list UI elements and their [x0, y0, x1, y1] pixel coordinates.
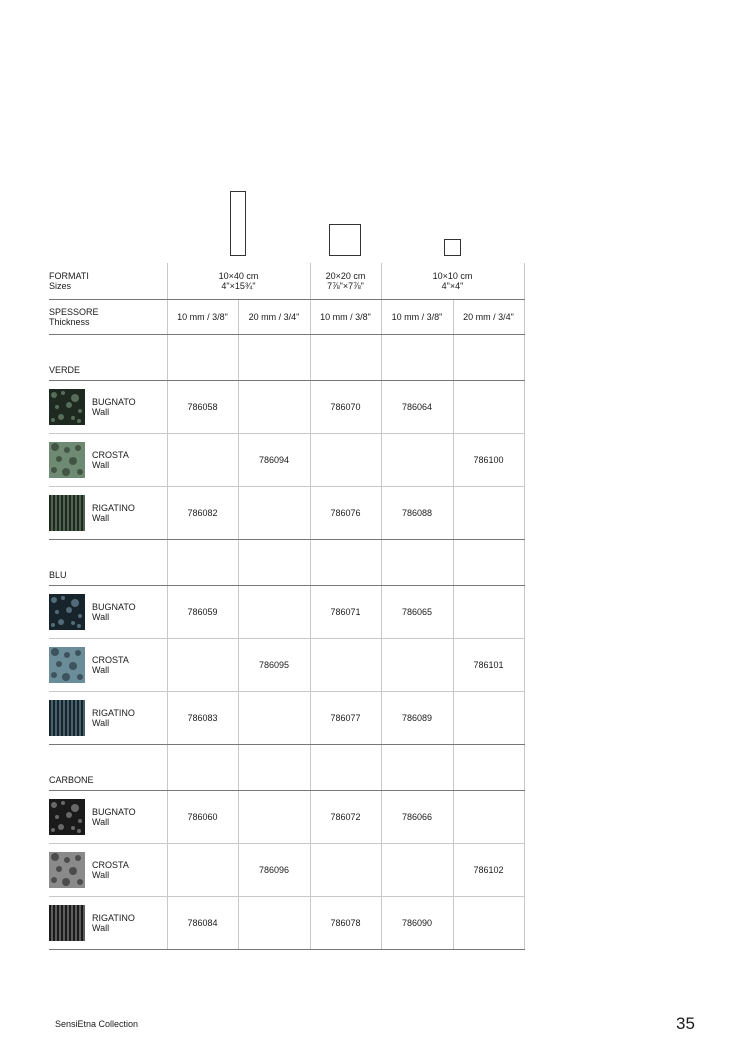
product-code — [381, 843, 453, 896]
product-row — [49, 433, 524, 486]
product-code: 786100 — [453, 433, 524, 486]
empty-cell — [238, 334, 310, 380]
product-code — [167, 843, 238, 896]
texture-swatch — [49, 442, 85, 478]
product-cell — [49, 380, 167, 433]
empty-cell — [381, 744, 453, 790]
empty-cell — [453, 539, 524, 585]
empty-cell — [167, 539, 238, 585]
product-code: 786095 — [238, 638, 310, 691]
product-code — [167, 638, 238, 691]
format-in: 4"×15¾" — [221, 280, 256, 291]
product-code: 786089 — [381, 691, 453, 744]
product-code: 786101 — [453, 638, 524, 691]
product-row — [49, 691, 524, 744]
product-code: 786065 — [381, 585, 453, 638]
product-row — [49, 380, 524, 433]
product-row — [49, 896, 524, 949]
product-row — [49, 585, 524, 638]
product-code — [381, 433, 453, 486]
format-icon-10x40 — [230, 191, 246, 256]
thickness-cell: 10 mm / 3/8" — [381, 299, 453, 334]
product-row — [49, 790, 524, 843]
empty-cell — [310, 539, 381, 585]
product-cell — [49, 843, 167, 896]
product-code-table — [49, 263, 525, 950]
product-code — [381, 638, 453, 691]
product-code: 786059 — [167, 585, 238, 638]
format-10x10 — [381, 263, 524, 299]
product-row — [49, 638, 524, 691]
product-cell — [49, 691, 167, 744]
empty-cell — [453, 334, 524, 380]
product-code: 786088 — [381, 486, 453, 539]
product-code — [238, 896, 310, 949]
empty-cell — [453, 744, 524, 790]
product-type: Wall — [92, 816, 110, 827]
product-row — [49, 486, 524, 539]
product-code — [453, 486, 524, 539]
product-type: Wall — [92, 459, 110, 470]
thickness-row — [49, 299, 524, 334]
product-cell — [49, 896, 167, 949]
product-code: 786078 — [310, 896, 381, 949]
product-name: RIGATINO — [92, 707, 135, 718]
texture-swatch — [49, 594, 85, 630]
format-icon-10x10 — [444, 239, 461, 256]
formats-row — [49, 263, 524, 299]
product-code — [453, 896, 524, 949]
product-code — [238, 691, 310, 744]
texture-swatch — [49, 647, 85, 683]
product-cell — [49, 433, 167, 486]
product-row — [49, 843, 524, 896]
format-cm: 10×40 cm — [218, 270, 259, 281]
product-code: 786064 — [381, 380, 453, 433]
thickness-cell: 20 mm / 3/4" — [238, 299, 310, 334]
product-code: 786060 — [167, 790, 238, 843]
empty-cell — [238, 539, 310, 585]
product-code — [453, 585, 524, 638]
format-cm: 10×10 cm — [432, 270, 473, 281]
collection-name: SensiEtna Collection — [55, 1019, 139, 1029]
product-cell — [49, 638, 167, 691]
product-code: 786083 — [167, 691, 238, 744]
color-group-name: VERDE — [49, 364, 81, 375]
thickness-cell: 10 mm / 3/8" — [167, 299, 238, 334]
product-cell — [49, 790, 167, 843]
product-code — [238, 585, 310, 638]
texture-swatch — [49, 799, 85, 835]
page-number: 35 — [676, 1014, 695, 1033]
product-code — [238, 486, 310, 539]
color-group-cell — [49, 334, 167, 380]
product-type: Wall — [92, 406, 110, 417]
product-code: 786066 — [381, 790, 453, 843]
product-name: BUGNATO — [92, 601, 136, 612]
product-code — [453, 380, 524, 433]
format-20x20 — [310, 263, 381, 299]
product-code — [310, 433, 381, 486]
color-group-row — [49, 744, 524, 790]
thickness-cell: 10 mm / 3/8" — [310, 299, 381, 334]
product-name: BUGNATO — [92, 806, 136, 817]
product-code — [453, 691, 524, 744]
product-name: CROSTA — [92, 449, 129, 460]
product-code — [238, 790, 310, 843]
empty-cell — [310, 334, 381, 380]
empty-cell — [310, 744, 381, 790]
color-group-cell — [49, 744, 167, 790]
spessore-label: SPESSORE — [49, 306, 99, 317]
product-code — [238, 380, 310, 433]
product-code: 786096 — [238, 843, 310, 896]
product-code — [310, 638, 381, 691]
product-code: 786094 — [238, 433, 310, 486]
product-code — [167, 433, 238, 486]
product-type: Wall — [92, 869, 110, 880]
product-code: 786084 — [167, 896, 238, 949]
empty-cell — [238, 744, 310, 790]
format-in: 4"×4" — [441, 280, 464, 291]
texture-swatch — [49, 495, 85, 531]
formati-label: FORMATI — [49, 270, 89, 281]
formats-label — [49, 263, 167, 299]
product-type: Wall — [92, 717, 110, 728]
texture-swatch — [49, 700, 85, 736]
product-code: 786102 — [453, 843, 524, 896]
product-type: Wall — [92, 664, 110, 675]
empty-cell — [381, 539, 453, 585]
product-code: 786077 — [310, 691, 381, 744]
product-cell — [49, 486, 167, 539]
product-code: 786072 — [310, 790, 381, 843]
product-cell — [49, 585, 167, 638]
color-group-cell — [49, 539, 167, 585]
color-group-name: CARBONE — [49, 774, 94, 785]
product-code: 786058 — [167, 380, 238, 433]
product-code: 786071 — [310, 585, 381, 638]
product-name: CROSTA — [92, 859, 129, 870]
empty-cell — [167, 744, 238, 790]
thickness-cell: 20 mm / 3/4" — [453, 299, 524, 334]
product-code: 786082 — [167, 486, 238, 539]
thickness-sub-label: Thickness — [49, 316, 90, 327]
product-code: 786076 — [310, 486, 381, 539]
texture-swatch — [49, 905, 85, 941]
format-cm: 20×20 cm — [325, 270, 366, 281]
product-code: 786090 — [381, 896, 453, 949]
sizes-label: Sizes — [49, 280, 72, 291]
product-name: CROSTA — [92, 654, 129, 665]
product-code — [453, 790, 524, 843]
product-type: Wall — [92, 512, 110, 523]
product-type: Wall — [92, 922, 110, 933]
texture-swatch — [49, 852, 85, 888]
product-name: BUGNATO — [92, 396, 136, 407]
product-name: RIGATINO — [92, 912, 135, 923]
color-group-row — [49, 539, 524, 585]
product-code — [310, 843, 381, 896]
format-in: 7⅞"×7⅞" — [327, 280, 364, 291]
product-code: 786070 — [310, 380, 381, 433]
empty-cell — [381, 334, 453, 380]
texture-swatch — [49, 389, 85, 425]
empty-cell — [167, 334, 238, 380]
thickness-label — [49, 299, 167, 334]
color-group-row — [49, 334, 524, 380]
color-group-name: BLU — [49, 569, 67, 580]
format-10x40 — [167, 263, 310, 299]
product-name: RIGATINO — [92, 502, 135, 513]
format-icon-20x20 — [329, 224, 361, 256]
product-type: Wall — [92, 611, 110, 622]
